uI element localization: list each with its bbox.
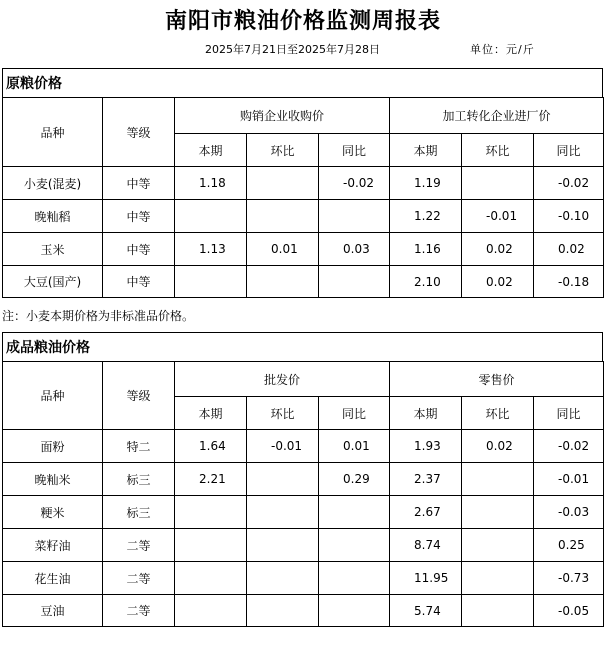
raw-grain-table	[2, 97, 604, 298]
price-cell: 0.03	[319, 233, 390, 266]
price-cell	[319, 496, 390, 529]
price-cell: -0.01	[534, 463, 604, 496]
raw-grain-header-row	[3, 98, 604, 134]
price-cell: -0.01	[247, 430, 319, 463]
price-cell: 2.37	[390, 463, 462, 496]
price-cell	[175, 529, 247, 562]
sub-header-yoy: 同比	[534, 134, 604, 167]
retail-price-group-header: 零售价	[390, 362, 604, 397]
price-cell	[247, 266, 319, 298]
sub-header-mom: 环比	[247, 397, 319, 430]
variety-cell: 大豆(国产)	[3, 266, 103, 298]
sub-header-current: 本期	[175, 134, 247, 167]
price-cell	[462, 463, 534, 496]
sub-header-mom: 环比	[462, 134, 534, 167]
price-cell: 1.19	[390, 167, 462, 200]
price-cell: 8.74	[390, 529, 462, 562]
price-cell	[247, 595, 319, 627]
table-row	[3, 562, 604, 595]
price-cell	[462, 167, 534, 200]
table-row	[3, 200, 604, 233]
price-cell	[319, 562, 390, 595]
price-cell	[175, 266, 247, 298]
table-row	[3, 463, 604, 496]
price-cell: 0.01	[247, 233, 319, 266]
table-row	[3, 430, 604, 463]
grade-cell: 特二	[103, 430, 175, 463]
grade-cell: 中等	[103, 266, 175, 298]
variety-cell: 豆油	[3, 595, 103, 627]
price-cell: 2.67	[390, 496, 462, 529]
sub-header-mom: 环比	[462, 397, 534, 430]
price-cell: 2.21	[175, 463, 247, 496]
sub-header-current: 本期	[175, 397, 247, 430]
table-row	[3, 595, 604, 627]
price-cell	[462, 496, 534, 529]
report-period: 2025年7月21日至2025年7月28日	[205, 43, 380, 56]
price-cell: 1.13	[175, 233, 247, 266]
col-variety-header: 品种	[3, 362, 103, 430]
price-cell	[247, 463, 319, 496]
table-row	[3, 233, 604, 266]
sub-header-current: 本期	[390, 397, 462, 430]
price-cell	[175, 595, 247, 627]
price-cell: 0.02	[534, 233, 604, 266]
finished-grain-header-row	[3, 362, 604, 397]
variety-cell: 花生油	[3, 562, 103, 595]
variety-cell: 小麦(混麦)	[3, 167, 103, 200]
grade-cell: 标三	[103, 463, 175, 496]
price-cell: 0.02	[462, 266, 534, 298]
price-cell	[247, 167, 319, 200]
raw-grain-section-title: 原粮价格	[2, 68, 603, 98]
variety-cell: 面粉	[3, 430, 103, 463]
price-cell: 0.25	[534, 529, 604, 562]
price-cell: -0.01	[462, 200, 534, 233]
col-grade-header: 等级	[103, 362, 175, 430]
finished-grain-section-title: 成品粮油价格	[2, 332, 603, 362]
grade-cell: 中等	[103, 233, 175, 266]
price-cell: -0.02	[534, 430, 604, 463]
price-cell: -0.73	[534, 562, 604, 595]
price-cell	[319, 266, 390, 298]
variety-cell: 粳米	[3, 496, 103, 529]
price-cell	[462, 562, 534, 595]
price-cell: 0.29	[319, 463, 390, 496]
price-cell	[175, 200, 247, 233]
wholesale-price-group-header: 批发价	[175, 362, 390, 397]
price-cell: 1.18	[175, 167, 247, 200]
variety-cell: 玉米	[3, 233, 103, 266]
price-cell	[319, 200, 390, 233]
price-cell: 11.95	[390, 562, 462, 595]
price-cell	[247, 529, 319, 562]
table-row	[3, 496, 604, 529]
price-cell	[247, 200, 319, 233]
finished-grain-table	[2, 361, 604, 627]
grade-cell: 二等	[103, 562, 175, 595]
price-cell: 1.93	[390, 430, 462, 463]
table-row	[3, 529, 604, 562]
variety-cell: 晚籼稻	[3, 200, 103, 233]
price-cell	[247, 496, 319, 529]
price-cell	[462, 595, 534, 627]
price-cell: -0.02	[319, 167, 390, 200]
purchase-price-group-header: 购销企业收购价	[175, 98, 390, 134]
footnote: 注：小麦本期价格为非标准品价格。	[2, 309, 195, 323]
price-cell	[319, 529, 390, 562]
price-cell: 0.02	[462, 430, 534, 463]
col-grade-header: 等级	[103, 98, 175, 167]
price-cell: 1.64	[175, 430, 247, 463]
sub-header-current: 本期	[390, 134, 462, 167]
col-variety-header: 品种	[3, 98, 103, 167]
grade-cell: 中等	[103, 200, 175, 233]
price-cell: -0.10	[534, 200, 604, 233]
price-cell	[462, 529, 534, 562]
sub-header-yoy: 同比	[534, 397, 604, 430]
price-cell: 0.02	[462, 233, 534, 266]
price-cell	[175, 562, 247, 595]
price-cell	[175, 496, 247, 529]
sub-header-mom: 环比	[247, 134, 319, 167]
price-cell: -0.18	[534, 266, 604, 298]
grade-cell: 标三	[103, 496, 175, 529]
grade-cell: 中等	[103, 167, 175, 200]
variety-cell: 晚籼米	[3, 463, 103, 496]
price-cell: -0.05	[534, 595, 604, 627]
price-cell	[247, 562, 319, 595]
sub-header-yoy: 同比	[319, 397, 390, 430]
price-cell: -0.02	[534, 167, 604, 200]
grade-cell: 二等	[103, 595, 175, 627]
price-cell: 5.74	[390, 595, 462, 627]
price-cell: 1.16	[390, 233, 462, 266]
price-cell: -0.03	[534, 496, 604, 529]
variety-cell: 菜籽油	[3, 529, 103, 562]
price-cell: 0.01	[319, 430, 390, 463]
report-title: 南阳市粮油价格监测周报表	[164, 8, 441, 34]
sub-header-yoy: 同比	[319, 134, 390, 167]
table-row	[3, 167, 604, 200]
price-cell	[319, 595, 390, 627]
grade-cell: 二等	[103, 529, 175, 562]
price-cell: 2.10	[390, 266, 462, 298]
price-unit: 单位：元/斤	[470, 43, 535, 56]
price-cell: 1.22	[390, 200, 462, 233]
factory-price-group-header: 加工转化企业进厂价	[390, 98, 604, 134]
table-row	[3, 266, 604, 298]
